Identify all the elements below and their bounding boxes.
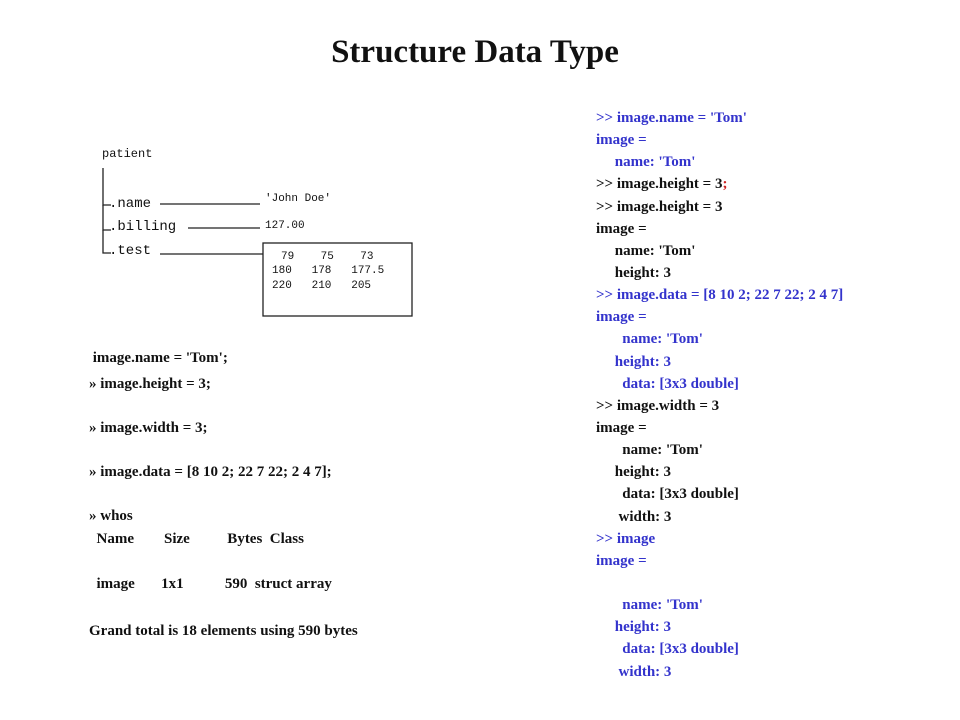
console-line bbox=[596, 572, 843, 594]
console-line bbox=[596, 661, 843, 683]
code-line: » image.width = 3; bbox=[89, 420, 208, 436]
console-line-text: data: [3x3 double] bbox=[596, 641, 739, 658]
console-line bbox=[596, 129, 843, 151]
console-line bbox=[596, 373, 843, 395]
console-line-text: name: 'Tom' bbox=[596, 154, 696, 171]
diagram-value-name: 'John Doe' bbox=[265, 193, 332, 205]
console-line bbox=[596, 262, 843, 284]
console-line bbox=[596, 306, 843, 328]
console-line bbox=[596, 328, 843, 350]
diagram-root-label: patient bbox=[102, 147, 153, 161]
console-line-text: >> image.data = [8 10 2; 22 7 22; 2 4 7] bbox=[596, 287, 844, 304]
console-line bbox=[596, 528, 843, 550]
console-line-text: height: 3 bbox=[596, 264, 671, 281]
console-line-text: >> image.height = 3 bbox=[596, 198, 723, 215]
diagram-field-billing: .billing bbox=[109, 219, 177, 235]
console-line-text: data: [3x3 double] bbox=[596, 375, 739, 392]
console-line-text: image = bbox=[596, 309, 647, 326]
console-line-text: image = bbox=[596, 552, 647, 569]
console-line-text: name: 'Tom' bbox=[596, 331, 703, 348]
diagram-test-row: 180 178 177.5 bbox=[272, 265, 385, 277]
console-line-text: name: 'Tom' bbox=[596, 597, 703, 614]
console-line-text: data: [3x3 double] bbox=[596, 486, 739, 503]
console-line bbox=[596, 594, 843, 616]
code-line: » whos bbox=[89, 508, 133, 524]
console-line bbox=[596, 240, 843, 262]
console-line bbox=[596, 638, 843, 660]
whos-row: image 1x1 590 struct array bbox=[89, 576, 332, 592]
diagram-test-row: 220 210 205 bbox=[272, 280, 372, 292]
console-line bbox=[596, 284, 843, 306]
code-line: » image.data = [8 10 2; 22 7 22; 2 4 7]; bbox=[89, 464, 332, 480]
diagram-test-row: 79 75 73 bbox=[281, 251, 374, 263]
diagram-field-name: .name bbox=[109, 196, 152, 212]
console-line-text: width: 3 bbox=[596, 508, 672, 525]
console-line bbox=[596, 351, 843, 373]
console-line-text: height: 3 bbox=[596, 619, 671, 636]
code-line: » image.height = 3; bbox=[89, 376, 211, 392]
console-line-suffix: ; bbox=[722, 176, 728, 193]
console-line bbox=[596, 439, 843, 461]
console-line bbox=[596, 483, 843, 505]
console-line-text: image = bbox=[596, 132, 647, 149]
console-line bbox=[596, 395, 843, 417]
console-line-text: height: 3 bbox=[596, 353, 671, 370]
console-line bbox=[596, 461, 843, 483]
diagram-field-test: .test bbox=[109, 243, 152, 259]
console-line bbox=[596, 506, 843, 528]
console-line bbox=[596, 173, 843, 195]
whos-header: Name Size Bytes Class bbox=[89, 531, 304, 547]
right-code-block bbox=[596, 107, 843, 683]
console-line-text: >> image bbox=[596, 530, 656, 547]
console-line bbox=[596, 550, 843, 572]
page-title: Structure Data Type bbox=[331, 34, 619, 70]
console-line-text: name: 'Tom' bbox=[596, 442, 703, 459]
console-line bbox=[596, 616, 843, 638]
console-line-text: image = bbox=[596, 220, 647, 237]
console-line-text: height: 3 bbox=[596, 464, 671, 481]
console-line bbox=[596, 417, 843, 439]
console-line-text: image = bbox=[596, 419, 647, 436]
console-line-text: >> image.name = 'Tom' bbox=[596, 110, 747, 126]
console-line bbox=[596, 218, 843, 240]
console-line-text: width: 3 bbox=[596, 663, 672, 680]
diagram-value-billing: 127.00 bbox=[265, 220, 305, 232]
whos-summary: Grand total is 18 elements using 590 bytes bbox=[89, 623, 358, 639]
code-line: image.name = 'Tom'; bbox=[89, 350, 228, 366]
console-line bbox=[596, 107, 843, 129]
console-line-text: >> image.height = 3 bbox=[596, 176, 723, 193]
console-line bbox=[596, 151, 843, 173]
console-line-text: >> image.width = 3 bbox=[596, 397, 720, 414]
console-line-text: name: 'Tom' bbox=[596, 242, 696, 259]
console-line bbox=[596, 196, 843, 218]
